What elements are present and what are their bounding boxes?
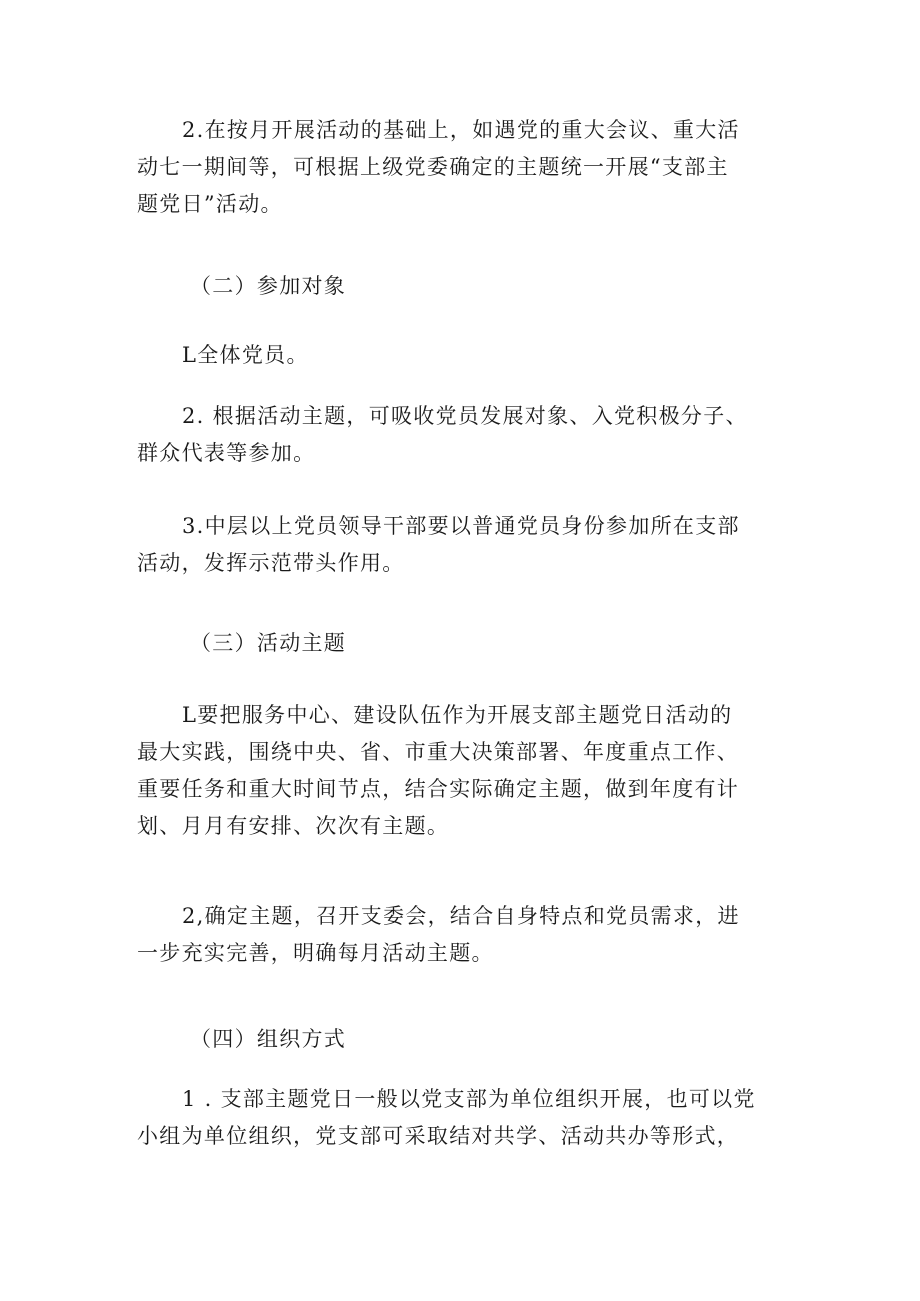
paragraph-line: 一步充实完善，明确每月活动主题。 [137,941,494,965]
section-heading-4: （四）组织方式 [190,1027,347,1051]
section-heading-3: （三）活动主题 [190,631,347,655]
paragraph-line: 题党日”活动。 [137,192,283,216]
paragraph-line: 动七一期间等，可根据上级党委确定的主题统一开展“支部主 [137,155,729,179]
paragraph-line: L要把服务中心、建设队伍作为开展支部主题党日活动的 [182,703,733,727]
paragraph-line: 2.在按月开展活动的基础上，如遇党的重大会议、重大活 [182,118,740,142]
paragraph-line: 小组为单位组织，党支部可采取结对共学、活动共办等形式， [137,1124,740,1148]
paragraph-6 [137,898,777,972]
paragraph-3 [137,398,777,472]
paragraph-line: 活动，发挥示范带头作用。 [137,551,405,575]
paragraph-line: 群众代表等参加。 [137,441,316,465]
paragraph-line: 3.中层以上党员领导干部要以普通党员身份参加所在支部 [182,514,740,538]
paragraph-line: 1 . 支部主题党日一般以党支部为单位组织开展，也可以党 [182,1087,756,1111]
section-heading-2: （二）参加对象 [190,274,347,298]
paragraph-line: 重要任务和重大时间节点，结合实际确定主题，做到年度有计 [137,777,740,801]
paragraph-5 [137,697,777,845]
paragraph-1 [137,112,777,223]
paragraph-4 [137,508,777,582]
paragraph-2 [137,337,777,374]
paragraph-line: 最大实践，围绕中央、省、市重大决策部署、年度重点工作、 [137,740,740,764]
paragraph-line: 2. 根据活动主题，可吸收党员发展对象、入党积极分子、 [182,404,748,428]
paragraph-line: L全体党员。 [182,343,309,367]
paragraph-line: 2,确定主题，召开支委会，结合自身特点和党员需求，进 [182,904,740,928]
paragraph-7 [137,1081,777,1155]
paragraph-line: 划、月月有安排、次次有主题。 [137,814,450,838]
